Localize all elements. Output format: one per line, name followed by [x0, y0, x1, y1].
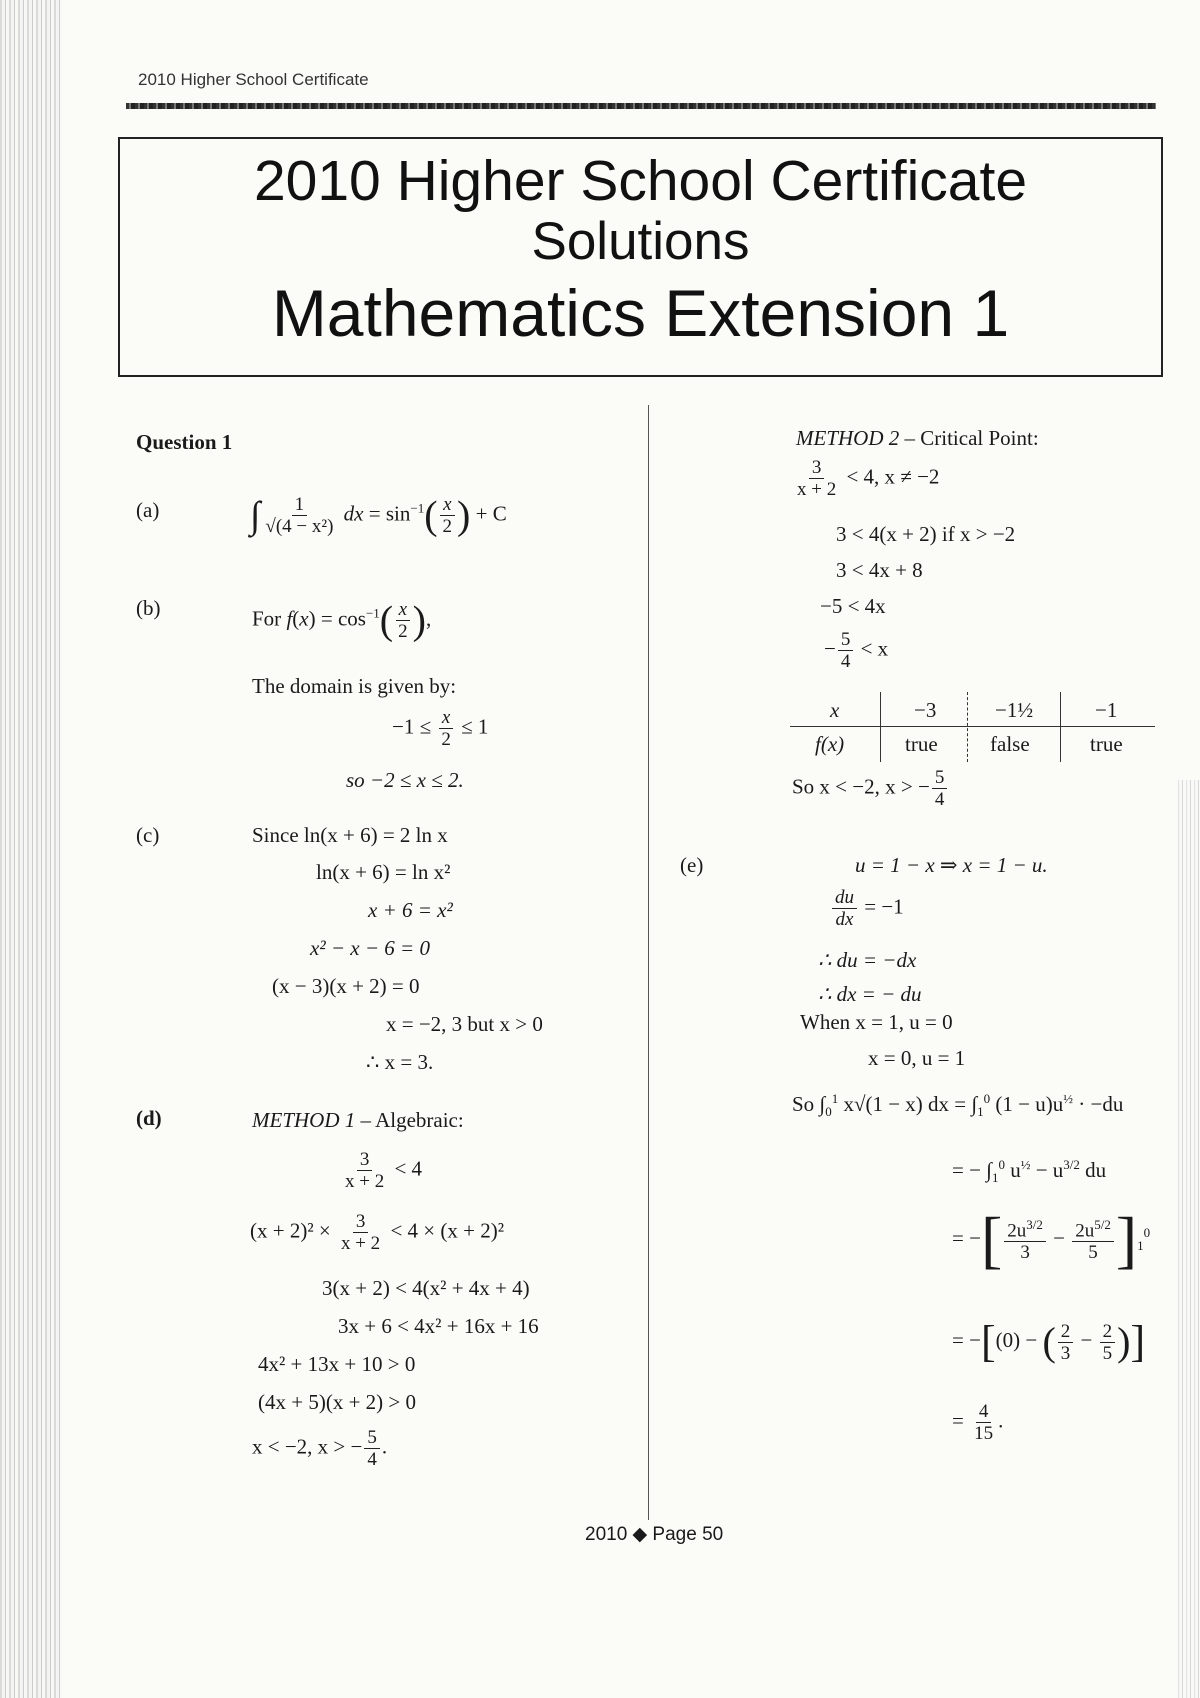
- part-c-line-5: (x − 3)(x + 2) = 0: [272, 974, 420, 998]
- table-head-x: x: [830, 698, 840, 722]
- part-e-line-3: ∴ du = −dx: [818, 948, 917, 972]
- part-d-result: x < −2, x > − $\frac{5}{4}$ .: [252, 1427, 388, 1470]
- scan-edge-right: [1178, 780, 1200, 1698]
- part-d-line-3: 3(x + 2) < 4(x² + 4x + 4): [322, 1276, 530, 1300]
- part-b-inequality: −1 ≤ $\frac{x}{2}$ ≤ 1: [392, 707, 489, 750]
- part-e-line-1: u = 1 − x ⇒ x = 1 − u.: [855, 853, 1048, 877]
- part-a-equation: ∫ $\frac{1}{\text{√(4 − x²)}}$ dx = $\sin^{-1}$( $\frac{x}{2}$ ) + C: [250, 492, 507, 538]
- part-d-method-1: [252, 1110, 464, 1131]
- scan-edge-left: [0, 0, 62, 1698]
- table-cell-1: true: [905, 732, 938, 756]
- part-d-line-5: 4x² + 13x + 10 > 0: [258, 1352, 416, 1376]
- part-b-result: so −2 ≤ x ≤ 2.: [346, 768, 464, 792]
- part-e-integral-3: = −[ $\frac{2u^{3/2}}{3}$ − $\frac{2u^{5/2}}{5}$ ]$_1^0$: [952, 1204, 1151, 1275]
- part-e-integral-1: So $\int_0^1$ x√(1 − x) dx = $\int_1^0$ $(1 - u)u^{\frac{1}{2}} \cdot -du$: [792, 1091, 1124, 1120]
- title-line-1: 2010 Higher School Certificate: [253, 149, 1028, 213]
- column-divider: [648, 405, 649, 1520]
- part-b-label: (b): [136, 596, 161, 620]
- part-d-method-2: [796, 428, 1039, 449]
- method-2-line-1: $\frac{3}{x + 2}$ < 4, x ≠ −2: [797, 457, 940, 500]
- header-rule: [126, 103, 1156, 109]
- table-head-3: −1: [1095, 698, 1118, 722]
- question-heading: Question 1: [136, 430, 233, 454]
- method-2-name: – Critical Point:: [899, 426, 1039, 450]
- part-b-function: For $f(x) = \cos^{-1}$( $\frac{x}{2}$ ),: [252, 597, 432, 643]
- part-b-intro: For: [252, 606, 282, 631]
- page-footer: 2010 ◆ Page 50: [585, 1524, 724, 1545]
- part-e-line-5: When x = 1, u = 0: [800, 1010, 953, 1034]
- part-c-line-7: ∴ x = 3.: [366, 1050, 434, 1074]
- part-a-label: (a): [136, 498, 160, 522]
- part-e-line-4: ∴ dx = − du: [818, 982, 922, 1006]
- part-e-integral-2: = − $\int_1^0$ $u^{\frac{1}{2}} - u^{3/2}$ du: [952, 1157, 1107, 1186]
- part-c-label: (c): [136, 823, 160, 847]
- title-line-3: Mathematics Extension 1: [271, 276, 1010, 350]
- part-d-line-1: $\frac{3}{x + 2}$ < 4: [345, 1149, 423, 1192]
- table-cell-2: false: [990, 732, 1030, 756]
- part-e-label: (e): [680, 853, 704, 877]
- table-head-1: −3: [914, 698, 937, 722]
- method-1-tag: METHOD 1: [252, 1108, 356, 1132]
- method-2-line-2: 3 < 4(x + 2) if x > −2: [836, 522, 1016, 546]
- running-head: 2010 Higher School Certificate: [138, 70, 369, 89]
- table-row-label: f(x): [815, 732, 845, 756]
- method-2-line-4: −5 < 4x: [820, 594, 886, 618]
- part-e-integral-4: = −[(0) − ( $\frac{2}{3}$ − $\frac{2}{5}$ )]: [952, 1317, 1146, 1366]
- part-d-line-6: (4x + 5)(x + 2) > 0: [258, 1390, 417, 1414]
- table-cell-3: true: [1090, 732, 1123, 756]
- part-c-line-6: x = −2, 3 but x > 0: [386, 1012, 543, 1036]
- part-c-line-1: Since ln(x + 6) = 2 ln x: [252, 823, 448, 847]
- method-2-line-3: 3 < 4x + 8: [836, 558, 923, 582]
- part-c-line-3: x + 6 = x²: [368, 898, 453, 922]
- part-e-line-2: $\frac{du}{dx}$ = −1: [830, 888, 904, 929]
- method-2-line-5: − $\frac{5}{4}$ < x: [824, 629, 889, 672]
- method-2-result: So x < −2, x > − $\frac{5}{4}$: [792, 768, 949, 809]
- part-c-line-2: ln(x + 6) = ln x²: [316, 860, 451, 884]
- part-b-domain-text: The domain is given by:: [252, 674, 457, 698]
- part-d-line-4: 3x + 6 < 4x² + 16x + 16: [338, 1314, 539, 1338]
- part-c-line-4: x² − x − 6 = 0: [310, 936, 430, 960]
- method-1-name: – Algebraic:: [355, 1108, 464, 1132]
- part-e-line-6: x = 0, u = 1: [868, 1046, 966, 1070]
- part-d-label: (d): [136, 1106, 162, 1130]
- part-e-answer: = $\frac{4}{15}$ .: [952, 1401, 1004, 1444]
- title-box: [118, 137, 1163, 377]
- sign-table: [790, 692, 1155, 762]
- method-2-tag: METHOD 2: [796, 426, 900, 450]
- title-line-2: Solutions: [531, 212, 750, 271]
- part-d-line-2: (x + 2)² × $\frac{3}{x + 2}$ < 4 × (x + 2)²: [250, 1211, 504, 1254]
- table-head-2: −1½: [995, 698, 1034, 722]
